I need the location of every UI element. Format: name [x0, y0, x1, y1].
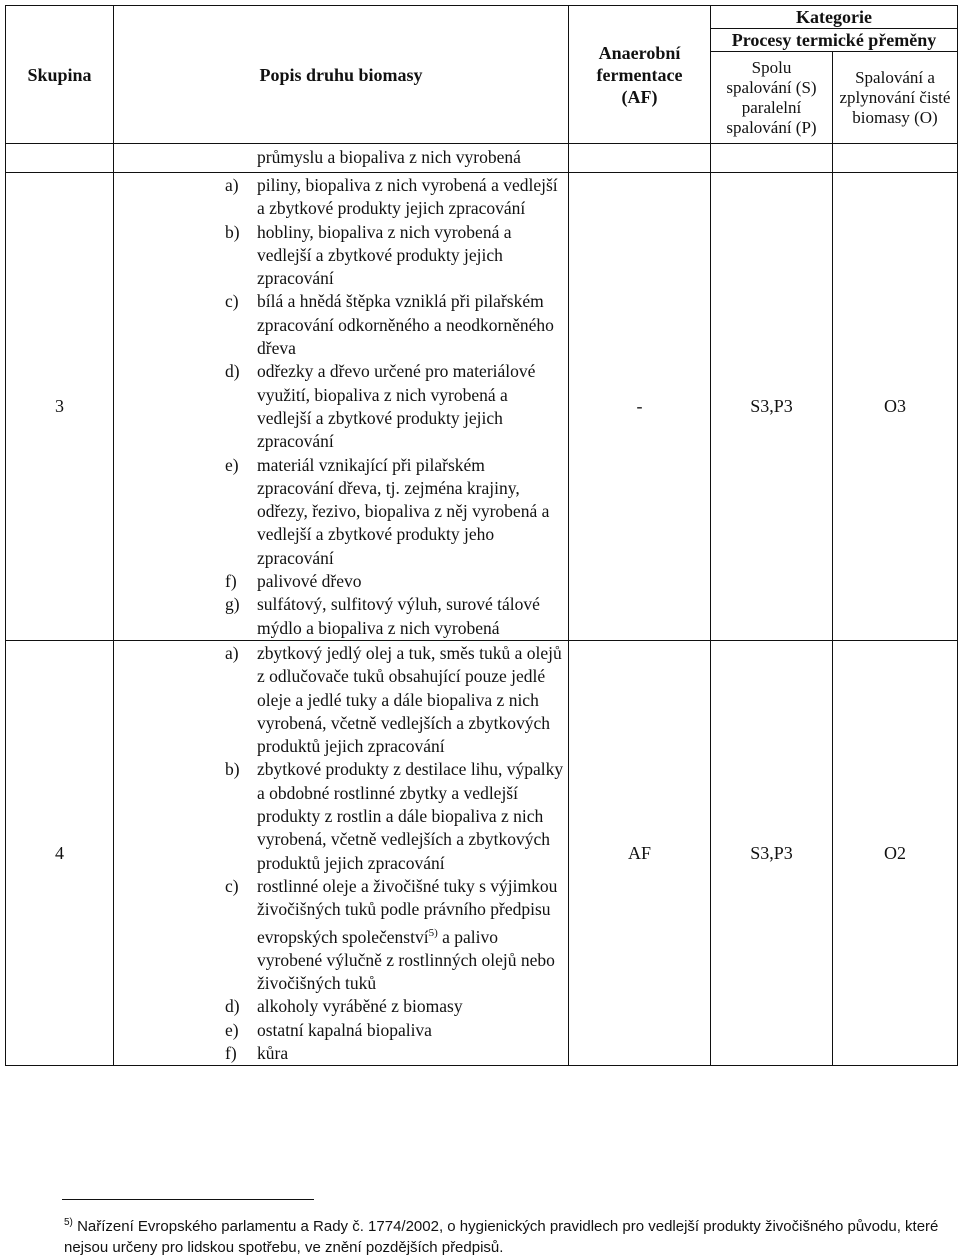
group3-skupina: 3 — [6, 173, 114, 641]
list-item: f) palivové dřevo — [225, 571, 362, 592]
header-popis: Popis druhu biomasy — [114, 6, 569, 144]
list-item: a) piliny, biopaliva z nich vyrobená a vedlejší a zbytkové produkty jejich zpracování — [225, 175, 558, 219]
group3-o: O3 — [833, 173, 958, 641]
continuation-skupina-cell — [6, 144, 114, 173]
list-item: g) sulfátový, sulfitový výluh, surové tálové mýdlo a biopaliva z nich vyrobená — [225, 594, 540, 638]
header-procesy: Procesy termické přeměny — [711, 29, 958, 52]
list-item: a) zbytkový jedlý olej a tuk, směs tuků a olejů z odlučovače tuků obsahující pouze jedlé oleje a jedlé tuky a dále biopaliva z nich vyrobená, včetně vedlejších a zbytkových produktů jejich zpracování — [225, 642, 562, 757]
header-spolu: Spolu spalování (S) paralelní spalování (P) — [711, 52, 833, 144]
list-item: b) hobliny, biopaliva z nich vyrobená a vedlejší a zbytkové produkty jejich zpracování — [225, 221, 512, 289]
footnote — [64, 1212, 944, 1258]
header-skupina: Skupina — [6, 6, 114, 144]
list-item: c) rostlinné oleje a živočišné tuky s výjimkou živočišných tuků podle právního předpisu evropských společenství$^{5)}$ a palivo vyrobené výlučně z rostlinných olejů nebo živočišných tuků — [225, 875, 558, 993]
biomass-table — [5, 5, 958, 1066]
footnote-text: Nařízení Evropského parlamentu a Rady č. 1774/2002, o hygienických pravidlech pro vedlejší produkty živočišného původu, které nejsou určeny pro lidskou spotřebu, ve znění pozdějších předpisů. — [64, 1218, 939, 1256]
group3-sp: S3,P3 — [711, 173, 833, 641]
header-af: Anaerobní fermentace (AF) — [569, 6, 711, 144]
group4-description — [114, 640, 569, 1065]
continuation-af-cell — [569, 144, 711, 173]
footnote-separator — [62, 1199, 314, 1200]
list-item: f) kůra — [225, 1042, 289, 1063]
list-item: d) odřezky a dřevo určené pro materiálové využití, biopaliva z nich vyrobená a vedlejší a zbytkové produkty jejich zpracování — [225, 361, 536, 452]
header-kategorie: Kategorie — [711, 6, 958, 29]
group3-af: - — [569, 173, 711, 641]
continuation-cell — [114, 144, 569, 173]
footnote-ref: 5) — [428, 926, 438, 939]
continuation-o-cell — [833, 144, 958, 173]
continuation-sp-cell — [711, 144, 833, 173]
group3-description — [114, 173, 569, 641]
list-item: e) materiál vznikající při pilařském zpracování dřeva, tj. zejména krajiny, odřezy, řezivo, biopaliva z něj vyrobená a vedlejší a zbytkové produkty jeho zpracování — [225, 454, 550, 568]
group4-o: O2 — [833, 640, 958, 1065]
list-item: d) alkoholy vyráběné z biomasy — [225, 996, 463, 1017]
group4-skupina: 4 — [6, 640, 114, 1065]
list-item: e) ostatní kapalná biopaliva — [225, 1019, 432, 1040]
group4-af: AF — [569, 640, 711, 1065]
footnote-number: 5) — [64, 1217, 73, 1228]
list-item: c) bílá a hnědá štěpka vzniklá při pilařském zpracování odkorněného a neodkorněného dřeva — [225, 291, 554, 359]
list-item: b) zbytkové produkty z destilace lihu, výpalky a obdobné rostlinné zbytky a vedlejší produkty z rostlin a dále biopaliva z nich vyrobená, včetně vedlejších a zbytkových produktů jejich zpracování — [225, 759, 564, 873]
continuation-text: průmyslu a biopaliva z nich vyrobená — [257, 147, 521, 168]
group4-sp: S3,P3 — [711, 640, 833, 1065]
header-spalovani: Spalování a zplynování čisté biomasy (O) — [833, 52, 958, 144]
